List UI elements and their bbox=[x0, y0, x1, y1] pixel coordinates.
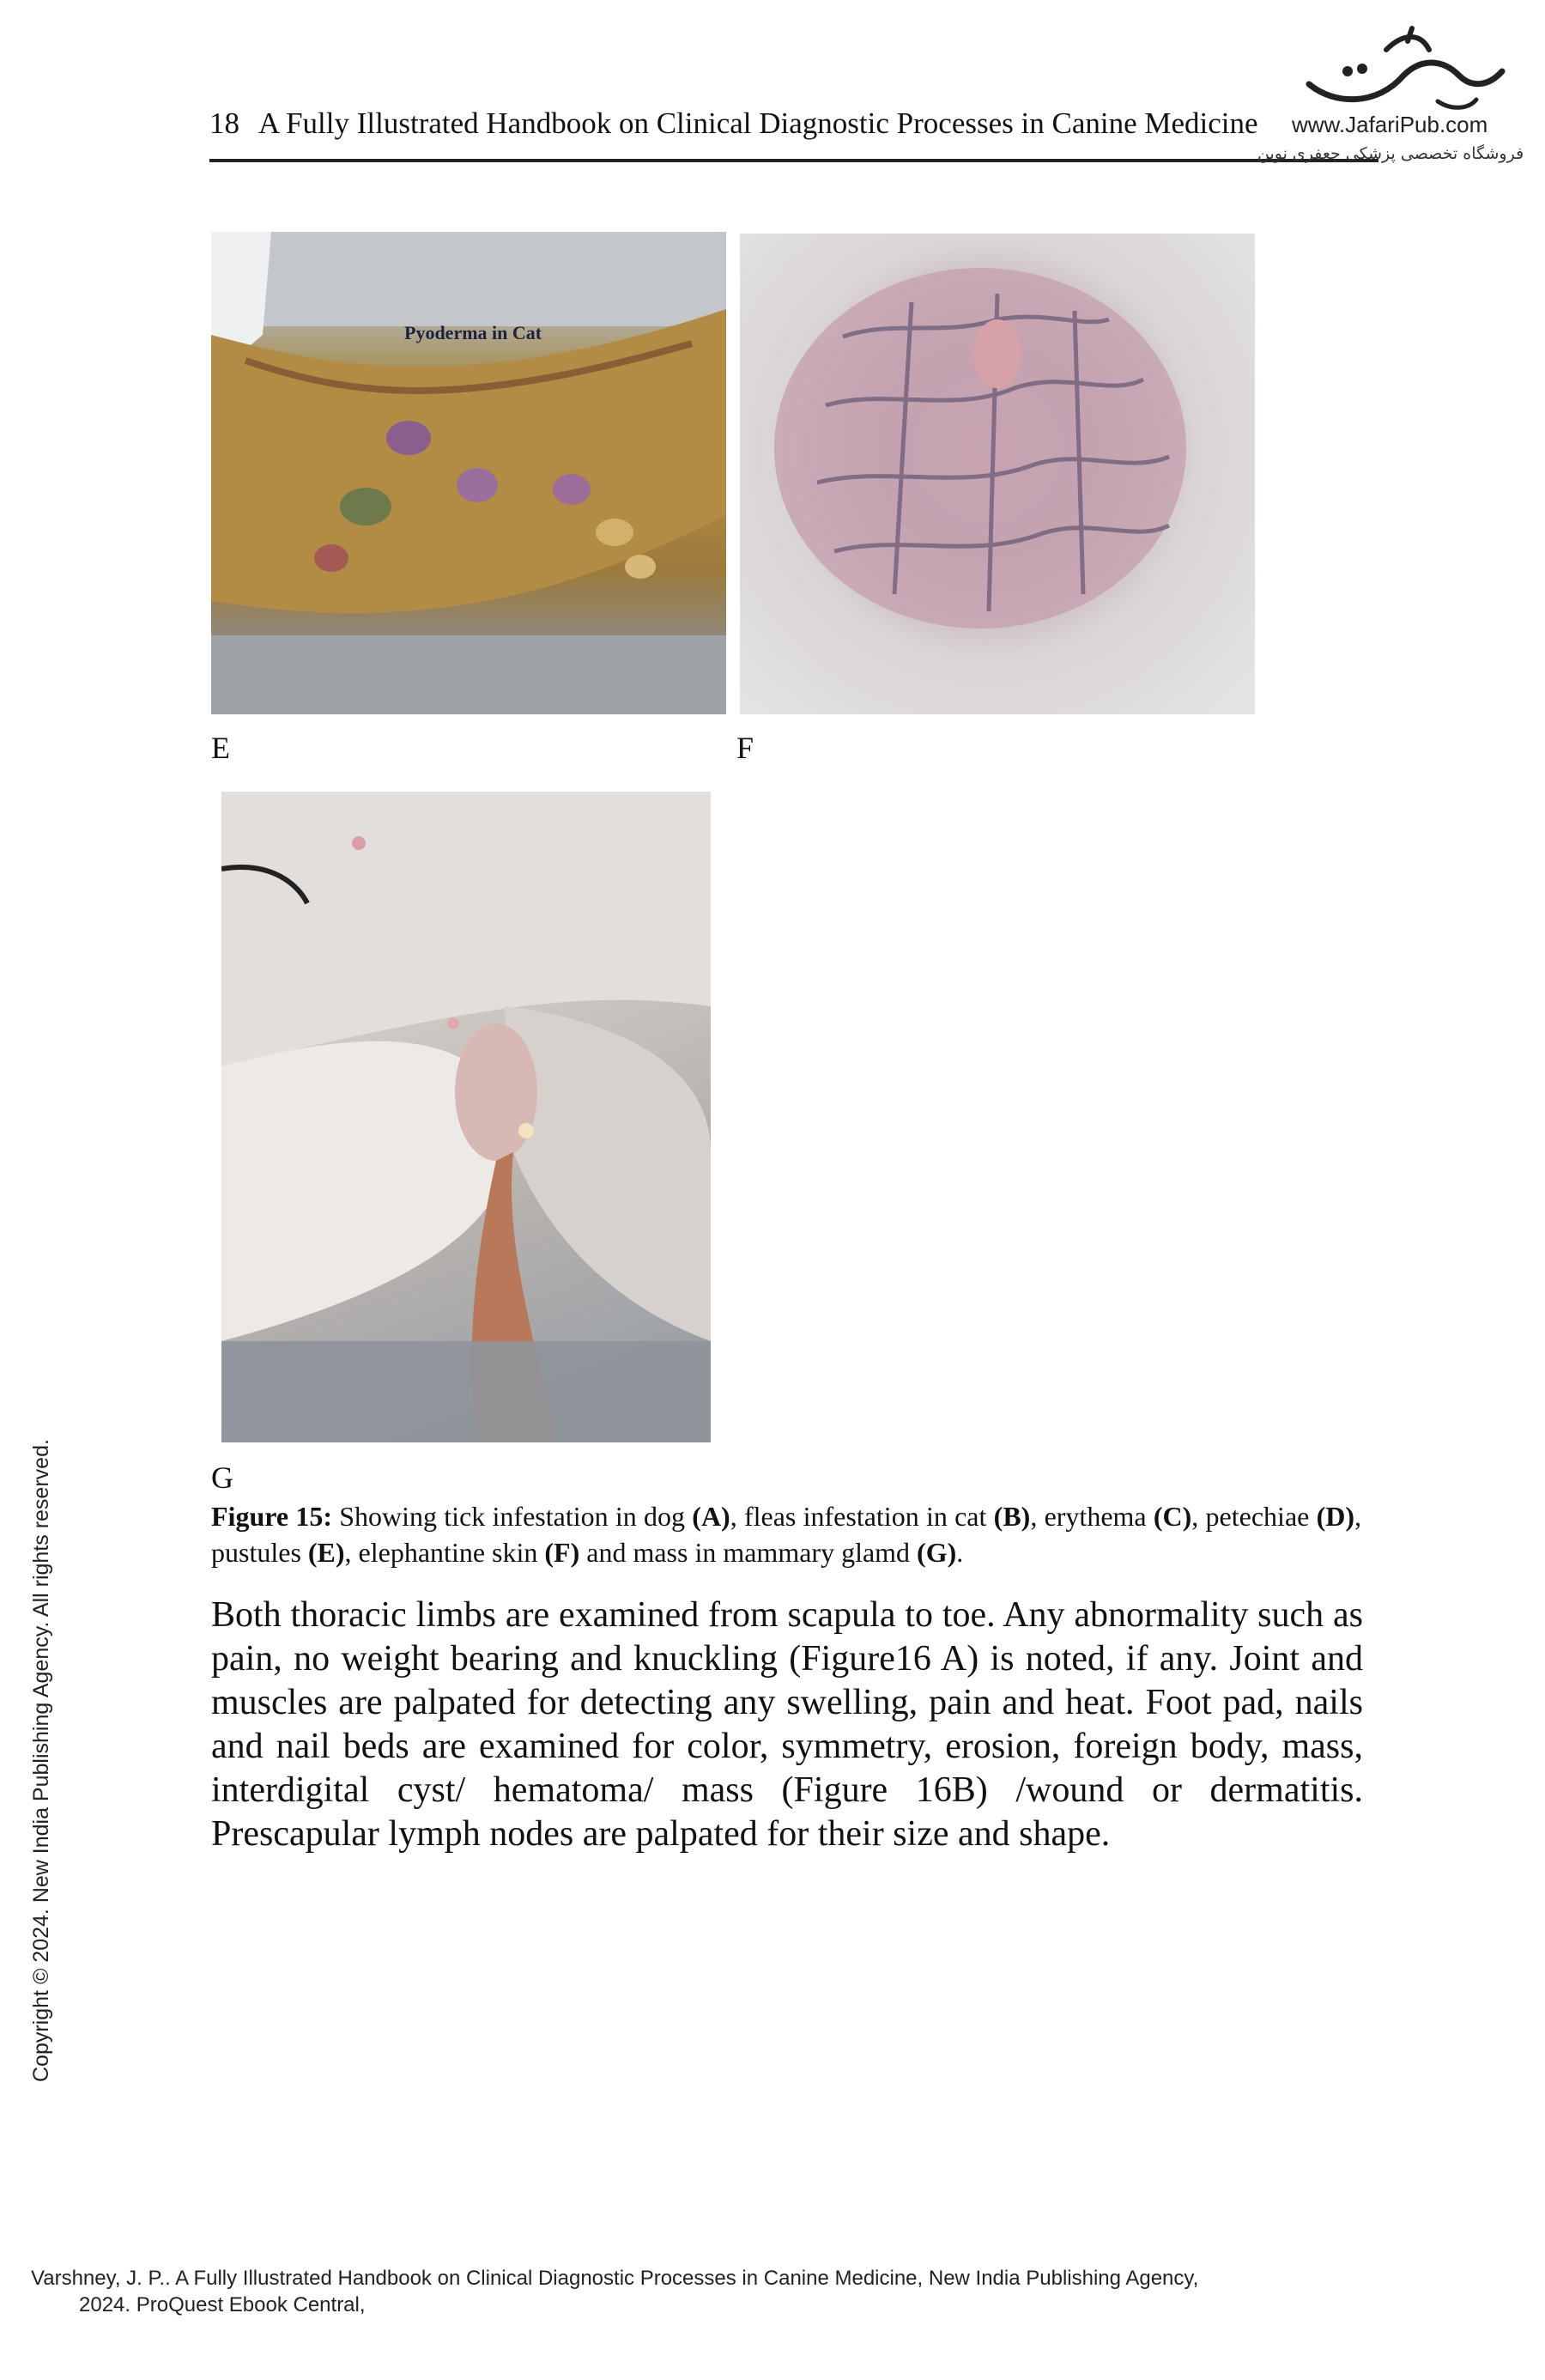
photo-mammary-mass bbox=[221, 792, 711, 1442]
photo-elephantine-skin bbox=[740, 234, 1255, 714]
header-rule bbox=[209, 159, 1378, 162]
figure-caption: Figure 15: Showing tick infestation in dog (A), fleas infestation in cat (B), erythema (C), petechiae (D), pustules (E), elephantine skin (F) and mass in mammary glamd (G). bbox=[211, 1501, 1362, 1568]
publisher-tagline: فروشگاه تخصصی پزشکی جعفری نوین bbox=[1257, 144, 1524, 163]
book-title: A Fully Illustrated Handbook on Clinical Diagnostic Processes in Canine Medicine bbox=[258, 106, 1258, 140]
footer-citation bbox=[31, 2265, 1318, 2318]
sidebar-copyright: Copyright © 2024. New India Publishing Agency. All rights reserved. bbox=[29, 1439, 53, 2082]
body-paragraph: Both thoracic limbs are examined from scapula to toe. Any abnormality such as pain, no weight bearing and knuckling (Figure16 A) is noted, if any. Joint and muscles are palpated for detecting any swelling, pain and heat. Foot pad, nails and nail beds are examined for color, symmetry, erosion, foreign body, mass, interdigital cyst/ hematoma/ mass (Figure 16B) /wound or dermatitis. Prescapular lymph nodes are palpated for their size and shape. bbox=[211, 1595, 1363, 1854]
citation-line-1: Varshney, J. P.. A Fully Illustrated Handbook on Clinical Diagnostic Processes in Canine Medicine, New India Publishing Agency, bbox=[31, 2267, 1199, 2290]
citation-line-2: 2024. ProQuest Ebook Central, bbox=[79, 2293, 366, 2316]
running-head bbox=[209, 106, 1258, 141]
panel-label-f: F bbox=[736, 731, 754, 765]
image-caption-pyoderma: Pyoderma in Cat bbox=[404, 322, 542, 343]
panel-label-e: E bbox=[211, 731, 230, 765]
photo-pyoderma-cat bbox=[211, 232, 726, 714]
page-number: 18 bbox=[209, 106, 239, 140]
publisher-url[interactable]: www.JafariPub.com bbox=[1292, 112, 1488, 137]
figure-label: Figure 15: bbox=[211, 1501, 332, 1532]
panel-label-g: G bbox=[211, 1460, 233, 1495]
